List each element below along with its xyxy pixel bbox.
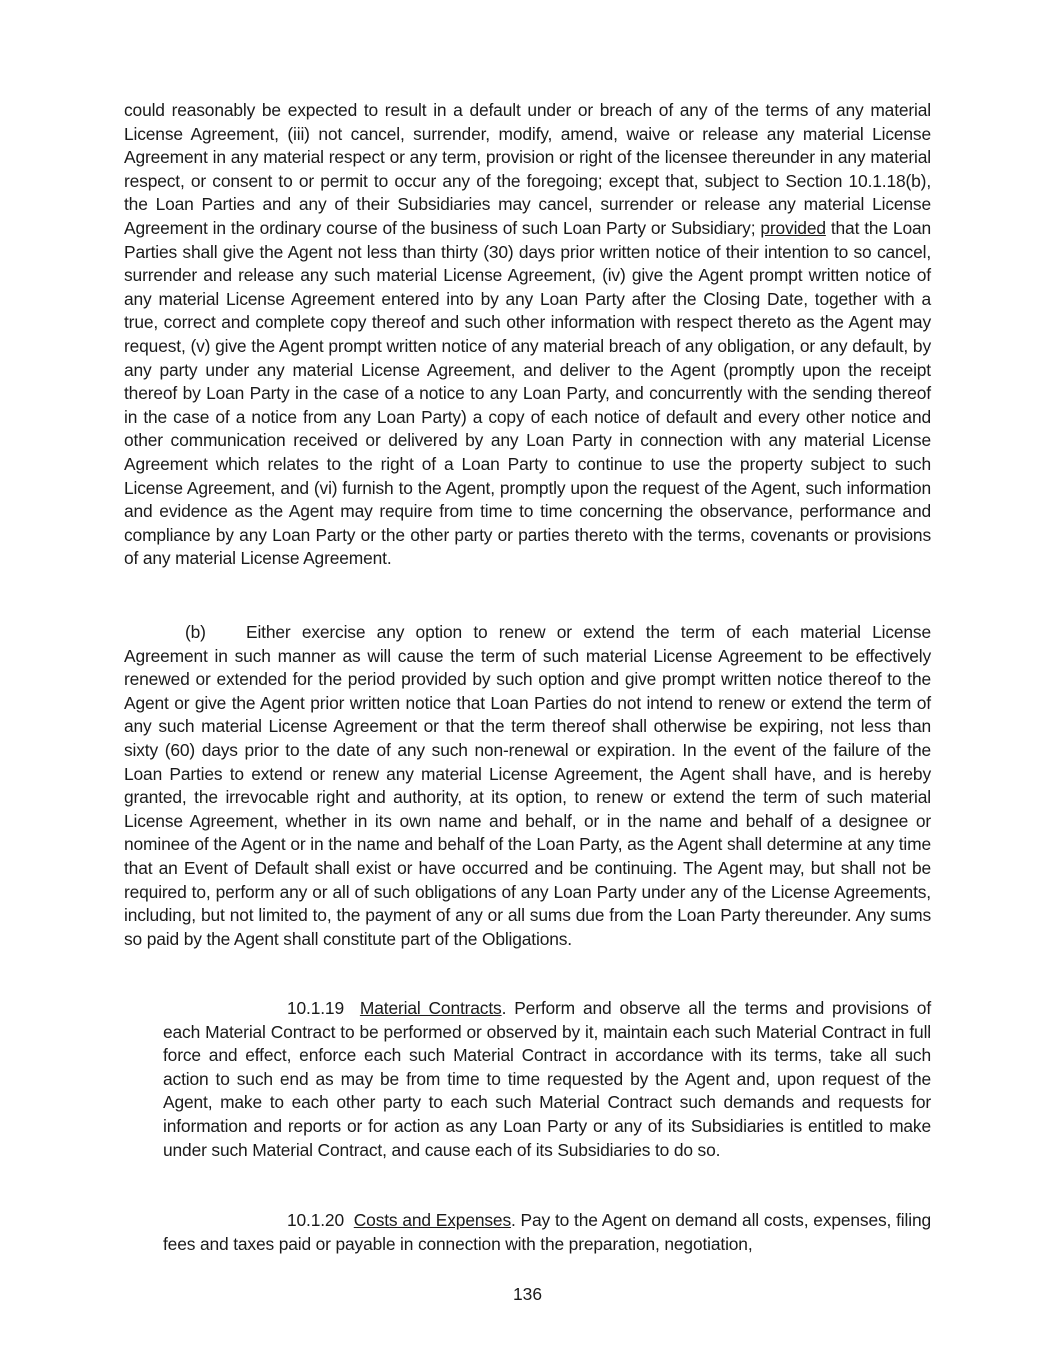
section-10-1-19 (163, 997, 931, 1162)
paragraph-b-marker: (b) (185, 622, 206, 642)
paragraph-1-text-b: that the Loan Parties shall give the Agent not less than thirty (30) days prior written notice of their intention to so cancel, surrender and release any such material License Agreement, (iv) give the Agent prompt written notice of any material License Agreement entered into by any Loan Party after the Closing Date, together with a true, correct and complete copy thereof and such other information with respect thereto as the Agent may request, (v) give the Agent prompt written notice of any material breach of any obligation, or any default, by any party under any material License Agreement, and deliver to the Agent (promptly upon the receipt thereof by Loan Party in the case of a notice to any Loan Party, and concurrently with the sending thereof in the case of a notice from any Loan Party) a copy of each notice of default and every other notice and other communication received or delivered by any Loan Party in connection with any material License Agreement which relates to the right of a Loan Party to continue to use the property subject to such License Agreement, and (vi) furnish to the Agent, promptly upon the request of the Agent, such information and evidence as the Agent may require from time to time concerning the observance, performance and compliance by any Loan Party or the other party or parties thereto with the terms, covenants or provisions of any material License Agreement. (124, 217, 932, 569)
paragraph-1-text-a: could reasonably be expected to result in a default under or breach of any of the terms of any material License Agreement, (iii) not cancel, surrender, modify, amend, waive or release any material License Agreement in any material respect or any term, provision or right of the licensee thereunder in any material respect, or consent to or permit to occur any of the foregoing; except that, subject to Section 10.1.18(b), the Loan Parties and any of their Subsidiaries may cancel, surrender or release any material License Agreement in the ordinary course of the business of such Loan Party or Subsidiary; (124, 100, 931, 238)
section-text: . Perform and observe all the terms and provisions of each Material Contract to be performed or observed by it, maintain each such Material Contract in full force and effect, enforce each such Material Contract in accordance with its terms, take all such action to such end as may be from time to time requested by the Agent and, upon request of the Agent, make to each other party to each such Material Contract such demands and requests for information and reports or for action as any Loan Party or any of its Subsidiaries is entitled to make under such Material Contract, and cause each of its Subsidiaries to do so. (163, 998, 932, 1160)
paragraph-license-agreement-continued (124, 99, 931, 571)
provided-term: provided (760, 217, 826, 238)
page-number: 136 (512, 1284, 542, 1304)
section-text: . Pay to the Agent on demand all costs, expenses, filing fees and taxes paid or payable in connection with the preparation, negotiation, (163, 1210, 931, 1254)
section-10-1-20 (163, 1209, 931, 1256)
section-heading: Material Contracts (359, 998, 502, 1018)
section-number: 10.1.19 (287, 998, 344, 1018)
section-number: 10.1.20 (287, 1210, 344, 1230)
section-heading: Costs and Expenses (353, 1210, 511, 1230)
paragraph-b-text: Either exercise any option to renew or extend the term of each material License Agreement in such manner as will cause the term of such material License Agreement to be effectively renewed or extended for the period provided by such option and give prompt written notice thereof to the Agent or give the Agent prior written notice that Loan Parties do not intend to renew or extend the term of any such material License Agreement or that the term thereof shall otherwise be expiring, not less than sixty (60) days prior to the date of any such non-renewal or expiration. In the event of the failure of the Loan Parties to extend or renew any material License Agreement, the Agent shall have, and is hereby granted, the irrevocable right and authority, at its option, to renew or extend the term of such material License Agreement, whether in its own name and behalf, or in the name and behalf of a designee or nominee of the Agent or in the name and behalf of the Loan Party, as the Agent shall determine at any time that an Event of Default shall exist or have occurred and be continuing. The Agent may, but shall not be required to, perform any or all of such obligations of any Loan Party under any of the License Agreements, including, but not limited to, the payment of any or all sums due from the Loan Party thereunder. Any sums so paid by the Agent shall constitute part of the Obligations. (124, 622, 931, 949)
paragraph-b-renewal (124, 621, 931, 951)
